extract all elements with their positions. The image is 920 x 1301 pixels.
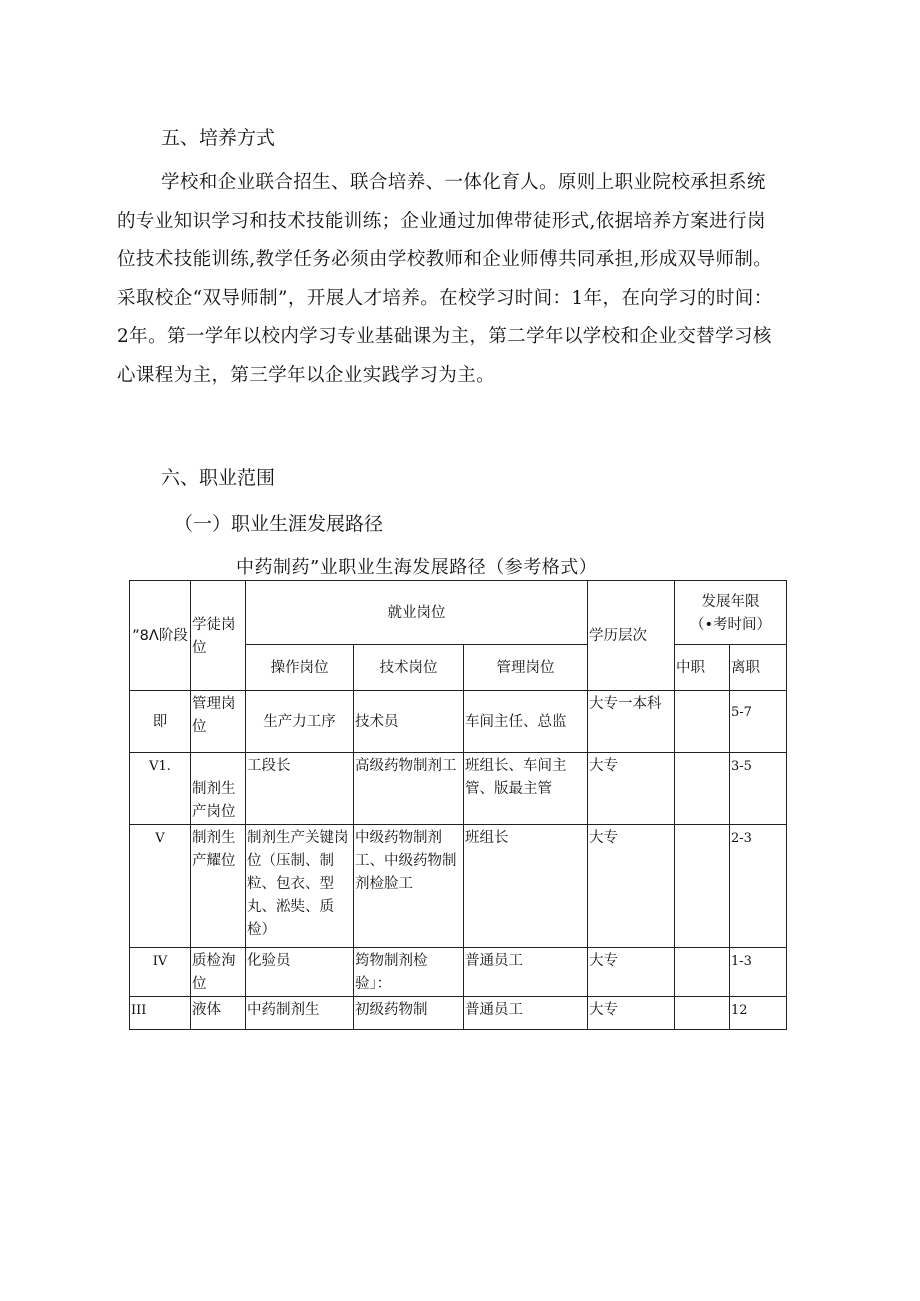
- cell-apprentice: 液体: [191, 997, 246, 1030]
- cell-operation: 中药制剂生: [246, 997, 354, 1030]
- table-row: [130, 825, 787, 948]
- cell-secondary: [675, 825, 730, 948]
- cell-technical: 初级药物制: [354, 997, 464, 1030]
- cell-apprentice: 质检洵位: [191, 948, 246, 997]
- cell-education: 大专: [588, 825, 675, 948]
- cell-education: 大专一本科: [588, 691, 675, 753]
- cell-secondary: [675, 948, 730, 997]
- cell-technical: 筠物制剂检验」：: [354, 948, 464, 997]
- header-higher: 离职: [730, 645, 787, 691]
- table-caption: 中药制药”业职业生海发展路径（参考格式）: [236, 557, 598, 578]
- header-secondary: 中职: [675, 645, 730, 691]
- career-path-table: [129, 580, 787, 1030]
- cell-secondary: [675, 753, 730, 825]
- table-row: [130, 753, 787, 825]
- section-six-heading: 六、职业范围: [161, 467, 276, 489]
- cell-stage: IV: [130, 948, 191, 997]
- cell-stage: 即: [130, 691, 191, 753]
- cell-management: 普通员工: [464, 997, 588, 1030]
- cell-apprentice: 管理岗位: [191, 691, 246, 753]
- table-header-row: [130, 581, 787, 645]
- cell-higher: 5-7: [730, 691, 787, 753]
- cell-stage: V1.: [130, 753, 191, 825]
- paragraph-line: 位技术技能训练,教学任务必须由学校教师和企业师傅共同承担,形成双导师制。: [117, 249, 773, 271]
- cell-education: 大专: [588, 753, 675, 825]
- cell-technical: 中级药物制剂工、中级药物制剂检脸工: [354, 825, 464, 948]
- cell-operation: 工段长: [246, 753, 354, 825]
- table-row: [130, 691, 787, 753]
- cell-technical: 高级药物制剂工: [354, 753, 464, 825]
- cell-education: 大专: [588, 948, 675, 997]
- paragraph-line: 学校和企业联合招生、联合培养、一体化育人。原则上职业院校承担系统: [161, 172, 766, 193]
- training-mode-paragraph: [117, 164, 827, 396]
- header-years: [675, 581, 787, 645]
- cell-apprentice: 制剂生产耀位: [191, 825, 246, 948]
- paragraph-line: 的专业知识学习和技术技能训练；企业通过加俾带徒形式,依据培养方案进行岗: [117, 210, 766, 232]
- cell-management: 班组长: [464, 825, 588, 948]
- header-years-note: （•考时间）: [689, 616, 772, 633]
- cell-secondary: [675, 997, 730, 1030]
- paragraph-line: 2年。第一学年以校内学习专业基础课为主，第二学年以学校和企业交替学习核: [117, 326, 772, 348]
- cell-secondary: [675, 691, 730, 753]
- table-row: [130, 948, 787, 997]
- cell-management: 班组长、车间主管、版最主管: [464, 753, 588, 825]
- header-apprentice-post: 学徒岗位: [191, 581, 246, 691]
- cell-management: 车间主任、总监: [464, 691, 588, 753]
- cell-stage: III: [130, 997, 191, 1030]
- cell-management: 普通员工: [464, 948, 588, 997]
- table-row: [130, 997, 787, 1030]
- section-five-heading: 五、培养方式: [161, 127, 276, 149]
- paragraph-line: 采取校企“双导师制”，开展人才培养。在校学习时间：1年，在向学习的时间：: [117, 287, 773, 309]
- cell-education: 大专: [588, 997, 675, 1030]
- subsection-heading: （一）职业生涯发展路径: [174, 513, 384, 535]
- cell-apprentice: 制剂生产岗位: [191, 753, 246, 825]
- cell-higher: 3-5: [730, 753, 787, 825]
- cell-higher: 1-3: [730, 948, 787, 997]
- header-years-label: 发展年限: [701, 593, 760, 610]
- header-employment-post: 就业岗位: [246, 581, 588, 645]
- cell-operation: 化验员: [246, 948, 354, 997]
- header-operation-post: 操作岗位: [246, 645, 354, 691]
- cell-operation: 生产力工序: [246, 691, 354, 753]
- cell-technical: 技术员: [354, 691, 464, 753]
- cell-higher: 12: [730, 997, 787, 1030]
- cell-operation: 制剂生产关键岗位（压制、制粒、包衣、型丸、淞奘、质检）: [246, 825, 354, 948]
- header-technical-post: 技术岗位: [354, 645, 464, 691]
- header-stage: ”8Λ阶段: [130, 581, 191, 691]
- header-education-level: 学历层次: [588, 581, 675, 691]
- cell-stage: V: [130, 825, 191, 948]
- paragraph-line: 心课程为主，第三学年以企业实践学习为主。: [117, 364, 496, 386]
- header-management-post: 管理岗位: [464, 645, 588, 691]
- cell-higher: 2-3: [730, 825, 787, 948]
